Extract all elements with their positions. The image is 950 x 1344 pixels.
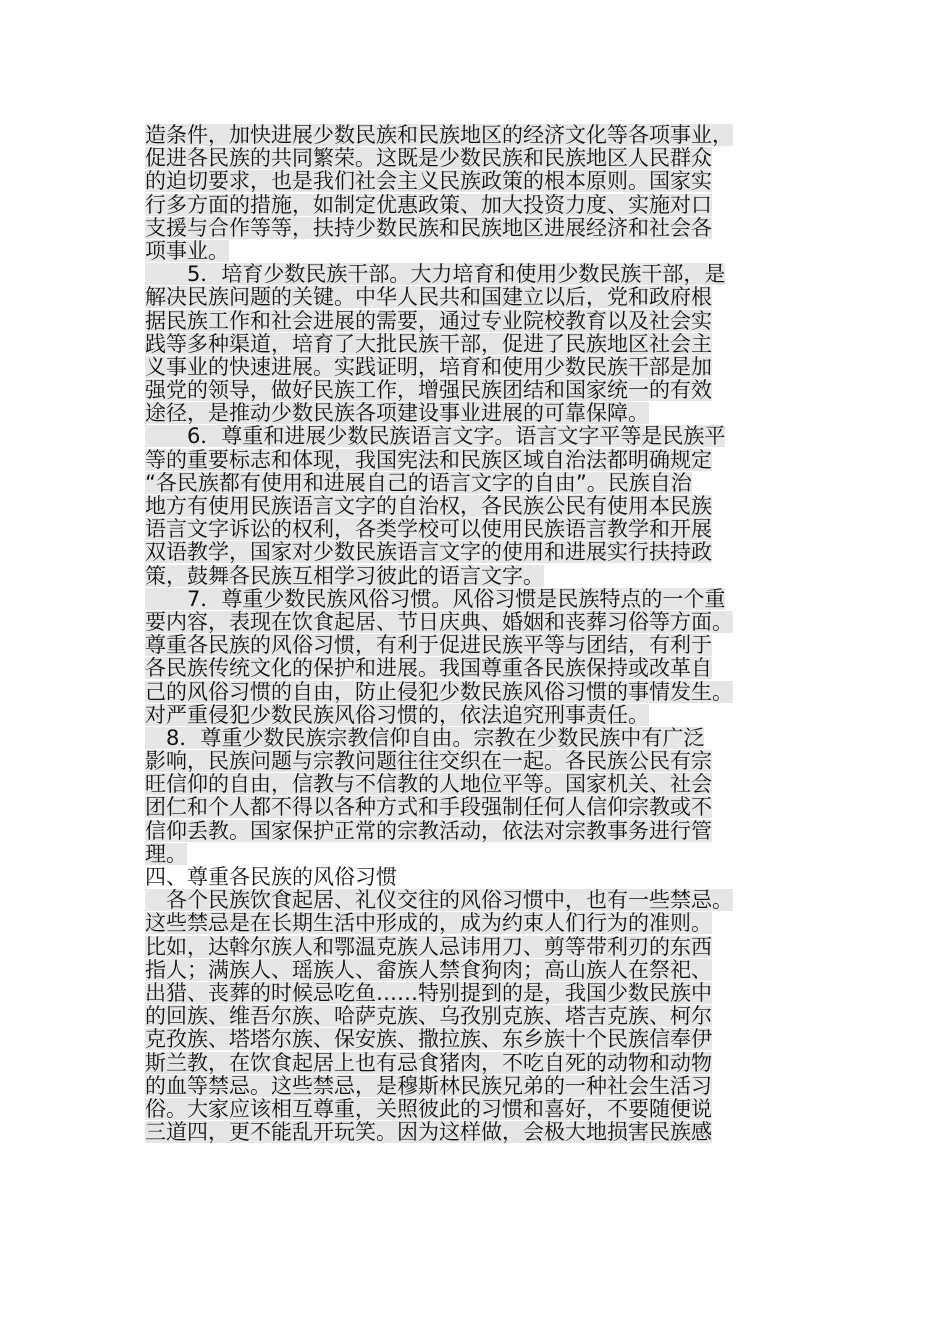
text-line [145, 194, 815, 217]
text-line-content: 己的风俗习惯的自由，防止侵犯少数民族风俗习惯的事情发生。 [145, 680, 733, 704]
text-line [145, 170, 815, 193]
text-line [145, 565, 815, 588]
text-line [145, 541, 815, 564]
text-line [145, 889, 815, 912]
text-line [145, 657, 815, 680]
text-line-content: 克孜族、塔塔尔族、保安族、撒拉族、东乡族十个民族信奉伊 [145, 1028, 712, 1052]
text-line [145, 1005, 815, 1028]
text-line-content: 项事业。 [145, 239, 229, 263]
text-line-content: 信仰丢教。国家保护正常的宗教活动，依法对宗教事务进行管 [145, 819, 712, 843]
text-line [145, 402, 815, 425]
text-line-content: 的迫切要求，也是我们社会主义民族政策的根本原则。国家实 [145, 170, 712, 194]
text-line [145, 240, 815, 263]
text-line [145, 217, 815, 240]
text-line [145, 796, 815, 819]
text-line [145, 495, 815, 518]
text-line [145, 727, 815, 750]
text-line [145, 333, 815, 356]
text-line-content: 策，鼓舞各民族互相学习彼此的语言文字。 [145, 564, 544, 588]
text-line [145, 1075, 815, 1098]
text-line [145, 611, 815, 634]
text-line-content: 双语教学，国家对少数民族语言文字的使用和进展实行扶持政 [145, 541, 712, 565]
text-line-content: 影响，民族问题与宗教问题往往交织在一起。各民族公民有宗 [145, 750, 712, 774]
text-line-content: 践等多种渠道，培育了大批民族干部，促进了民族地区社会主 [145, 332, 712, 356]
text-line [145, 263, 815, 286]
text-line-content: 行多方面的措施，如制定优惠政策、加大投资力度、实施对口 [145, 193, 712, 217]
text-line-content: 旺信仰的自由，信教与不信教的人地位平等。国家机关、社会 [145, 773, 712, 797]
text-line-content: 三道四，更不能乱开玩笑。因为这样做，会极大地损害民族感 [145, 1121, 712, 1145]
text-line [145, 425, 815, 448]
text-line [145, 936, 815, 959]
text-line-content: 义事业的快速进展。实践证明，培育和使用少数民族干部是加 [145, 355, 712, 379]
text-line-content: 各民族传统文化的保护和进展。我国尊重各民族保持或改革自 [145, 657, 712, 681]
text-line-content: 造条件，加快进展少数民族和民族地区的经济文化等各项事业， [145, 124, 733, 147]
text-line-content: 解决民族问题的关键。中华人民共和国建立以后，党和政府根 [145, 286, 712, 310]
text-line-content: 7．尊重少数民族风俗习惯。风俗习惯是民族特点的一个重 [145, 587, 726, 611]
text-line-content: 斯兰教，在饮食起居上也有忌食猪肉，不吃自死的动物和动物 [145, 1051, 712, 1075]
text-line-content: 指人；满族人、瑶族人、畲族人禁食狗肉；高山族人在祭祀、 [145, 958, 712, 982]
text-line [145, 1121, 815, 1144]
text-line [145, 1098, 815, 1121]
text-line-content: 理。 [145, 842, 187, 866]
text-line-content: 途径，是推动少数民族各项建设事业进展的可靠保障。 [145, 402, 649, 426]
document-body [145, 124, 815, 1144]
text-line [145, 634, 815, 657]
section-heading [145, 866, 815, 889]
text-line [145, 472, 815, 495]
text-line-content: 8．尊重少数民族宗教信仰自由。宗教在少数民族中有广泛 [145, 726, 705, 750]
text-line-content: 尊重各民族的风俗习惯，有利于促进民族平等与团结，有利于 [145, 634, 712, 658]
text-line-content: 6．尊重和进展少数民族语言文字。语言文字平等是民族平 [145, 425, 726, 449]
text-line-content: 地方有使用民族语言文字的自治权，各民族公民有使用本民族 [145, 495, 712, 518]
text-line [145, 681, 815, 704]
text-line-content: 出猎、丧葬的时候忌吃鱼……特别提到的是，我国少数民族中 [145, 981, 712, 1005]
text-line-content: 语言文字诉讼的权利，各类学校可以使用民族语言教学和开展 [145, 518, 712, 542]
text-line [145, 147, 815, 170]
text-line-content: 要内容，表现在饮食起居、节日庆典、婚姻和丧葬习俗等方面。 [145, 610, 733, 634]
text-line [145, 912, 815, 935]
text-line [145, 704, 815, 727]
text-line-content: “各民族都有使用和进展自己的语言文字的自由”。民族自治 [145, 471, 692, 495]
section-heading-text: 四、尊重各民族的风俗习惯 [145, 866, 397, 889]
text-line-content: 等的重要标志和体现，我国宪法和民族区域自治法都明确规定 [145, 448, 712, 472]
text-line [145, 1052, 815, 1075]
text-line-content: 5．培育少数民族干部。大力培育和使用少数民族干部，是 [145, 263, 726, 287]
text-line-content: 各个民族饮食起居、礼仪交往的风俗习惯中，也有一些禁忌。 [145, 889, 733, 913]
text-line [145, 820, 815, 843]
text-line [145, 356, 815, 379]
text-line-content: 支援与合作等等，扶持少数民族和民族地区进展经济和社会各 [145, 216, 712, 240]
text-line [145, 750, 815, 773]
text-line [145, 379, 815, 402]
text-line-content: 强党的领导，做好民族工作，增强民族团结和国家统一的有效 [145, 379, 712, 403]
text-line [145, 518, 815, 541]
text-line [145, 959, 815, 982]
text-line-content: 促进各民族的共同繁荣。这既是少数民族和民族地区人民群众 [145, 147, 712, 171]
text-line [145, 124, 815, 147]
text-line-content: 团仁和个人都不得以各种方式和手段强制任何人信仰宗教或不 [145, 796, 712, 820]
text-line-content: 对严重侵犯少数民族风俗习惯的，依法追究刑事责任。 [145, 703, 649, 727]
text-line-content: 俗。大家应该相互尊重，关照彼此的习惯和喜好，不要随便说 [145, 1097, 712, 1121]
text-line [145, 588, 815, 611]
text-line [145, 982, 815, 1005]
text-line [145, 843, 815, 866]
text-line [145, 449, 815, 472]
text-line-content: 据民族工作和社会进展的需要，通过专业院校教育以及社会实 [145, 309, 712, 333]
text-line-content: 的回族、维吾尔族、哈萨克族、乌孜别克族、塔吉克族、柯尔 [145, 1005, 712, 1029]
text-line [145, 773, 815, 796]
text-line-content: 的血等禁忌。这些禁忌，是穆斯林民族兄弟的一种社会生活习 [145, 1074, 712, 1098]
text-line [145, 310, 815, 333]
text-line-content: 这些禁忌是在长期生活中形成的，成为约束人们行为的准则。 [145, 912, 712, 936]
text-line [145, 1028, 815, 1051]
text-line [145, 286, 815, 309]
text-line-content: 比如，达斡尔族人和鄂温克族人忌讳用刀、剪等带利刃的东西 [145, 935, 712, 959]
